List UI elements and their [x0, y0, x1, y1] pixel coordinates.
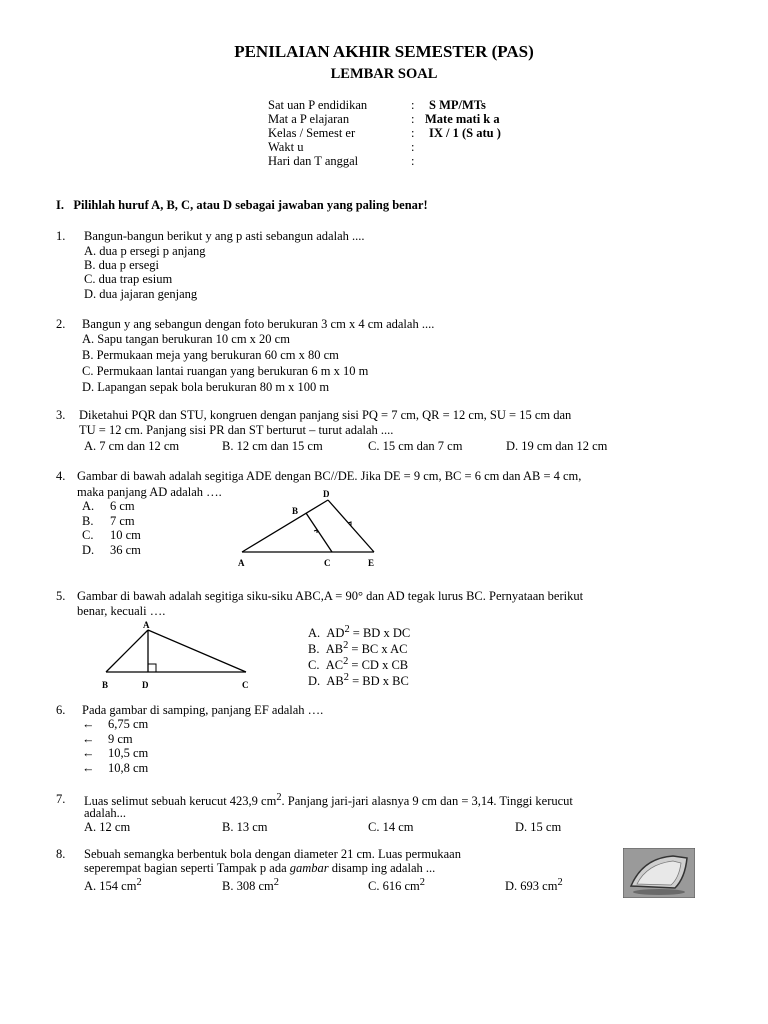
- option-letter: A.: [308, 626, 321, 641]
- option: [308, 656, 408, 673]
- option-rest: = CD x CB: [348, 658, 409, 673]
- option: C. Permukaan lantai ruangan yang berukuran 6 m x 10 m: [82, 364, 369, 378]
- option-text: B. 308 cm: [222, 879, 274, 894]
- option: B. 13 cm: [222, 820, 268, 834]
- option-rest: = BD x BC: [348, 674, 409, 689]
- option: 9 cm: [108, 732, 133, 746]
- triangle-ade-figure: [230, 486, 390, 570]
- parallel-arrow: [314, 530, 317, 533]
- slice-shadow: [633, 889, 685, 895]
- option-letter: C.: [82, 528, 94, 542]
- right-angle-mark: [148, 664, 156, 672]
- label-d: D: [142, 680, 149, 690]
- option: D. Lapangan sepak bola berukuran 80 m x 100 m: [82, 380, 330, 394]
- segment-ac: [148, 630, 246, 672]
- option: D. 15 cm: [515, 820, 562, 834]
- question-text: adalah...: [84, 806, 126, 820]
- option-term: AD: [326, 626, 345, 641]
- identity-label: Hari dan T anggal: [268, 154, 359, 168]
- option: [84, 877, 142, 894]
- identity-value: Mate mati k a: [425, 112, 500, 126]
- watermelon-slice-image: [623, 848, 695, 898]
- arrow-bullet-icon: ←: [82, 746, 95, 760]
- option: [308, 640, 407, 657]
- identity-sep: :: [411, 126, 415, 140]
- identity-label: Mat a P elajaran: [268, 112, 350, 126]
- option-text: A. 154 cm: [84, 879, 137, 894]
- question-number: 4.: [56, 469, 66, 483]
- option: B. Permukaan meja yang berukuran 60 cm x 80 cm: [82, 348, 339, 362]
- arrow-bullet-icon: ←: [82, 732, 95, 746]
- question-text: Diketahui PQR dan STU, kongruen dengan panjang sisi PQ = 7 cm, QR = 12 cm, SU = 15 cm dan: [79, 408, 572, 422]
- option-text: 7 cm: [110, 514, 135, 528]
- label-b: B: [292, 506, 299, 516]
- question-number: 8.: [56, 847, 66, 861]
- segment-ab: [106, 630, 148, 672]
- option-exponent: 2: [343, 672, 349, 683]
- unit-exponent: 2: [273, 877, 279, 888]
- option-letter: B.: [82, 514, 94, 528]
- option: A. 7 cm dan 12 cm: [84, 439, 180, 453]
- question-number: 3.: [56, 408, 66, 422]
- option: B. 12 cm dan 15 cm: [222, 439, 323, 453]
- option-letter: A.: [82, 499, 95, 513]
- option: [368, 877, 425, 894]
- question-text: [84, 792, 573, 809]
- option-text: 10 cm: [110, 528, 141, 542]
- question-number: 5.: [56, 589, 66, 603]
- unit-exponent: 2: [136, 877, 142, 888]
- right-triangle-abc-figure: [96, 618, 260, 692]
- section-instruction: I. Pilihlah huruf A, B, C, atau D sebagai jawaban yang paling benar!: [56, 198, 428, 212]
- option: [222, 877, 279, 894]
- option-text: D. 693 cm: [505, 879, 558, 894]
- question-text: maka panjang AD adalah ….: [77, 485, 222, 499]
- identity-sep: :: [411, 154, 415, 168]
- option: B. dua p ersegi: [84, 258, 159, 272]
- identity-label: Kelas / Semest er: [268, 126, 356, 140]
- identity-sep: :: [411, 140, 415, 154]
- option-text: 6 cm: [110, 499, 135, 513]
- arrow-bullet-icon: ←: [82, 761, 95, 775]
- identity-sep: :: [411, 98, 415, 112]
- question-text: Gambar di bawah adalah segitiga siku-siku ABC,A = 90° dan AD tegak lurus BC. Pernyataan berikut: [77, 589, 584, 603]
- option-exponent: 2: [343, 656, 349, 667]
- identity-value: S MP/MTs: [429, 98, 486, 112]
- question-number: 7.: [56, 792, 66, 806]
- question-text: Sebuah semangka berbentuk bola dengan diameter 21 cm. Luas permukaan: [84, 847, 461, 861]
- question-text-end: disamp ing adalah ...: [328, 861, 436, 875]
- unit-exponent: 2: [557, 877, 563, 888]
- question-text: Pada gambar di samping, panjang EF adalah ….: [82, 703, 324, 717]
- question-text-start: Luas selimut sebuah kerucut 423,9 cm: [84, 794, 277, 809]
- question-text-italic: gambar: [289, 861, 329, 875]
- option: C. 14 cm: [368, 820, 414, 834]
- label-a: A: [238, 558, 245, 568]
- option: 10,5 cm: [108, 746, 149, 760]
- option-letter: D.: [308, 674, 321, 689]
- unit-exponent: 2: [276, 792, 282, 803]
- option-term: AB: [325, 642, 344, 657]
- question-number: 2.: [56, 317, 66, 331]
- option: [308, 672, 409, 689]
- option-rest: = BC x AC: [348, 642, 408, 657]
- option: D. dua jajaran genjang: [84, 287, 198, 301]
- option: A. dua p ersegi p anjang: [84, 244, 206, 258]
- identity-value: IX / 1 (S atu ): [429, 126, 501, 140]
- question-text: [84, 861, 435, 876]
- option: 10,8 cm: [108, 761, 149, 775]
- option-text: C. 616 cm: [368, 879, 420, 894]
- option-term: AC: [325, 658, 344, 673]
- label-b: B: [102, 680, 109, 690]
- question-text: Bangun-bangun berikut y ang p asti sebangun adalah ....: [84, 229, 365, 243]
- option: C. 15 cm dan 7 cm: [368, 439, 463, 453]
- question-text: Gambar di bawah adalah segitiga ADE dengan BC//DE. Jika DE = 9 cm, BC = 6 cm dan AB = 4 cm,: [77, 469, 582, 483]
- option: [308, 624, 410, 641]
- option: A. 12 cm: [84, 820, 131, 834]
- option: 6,75 cm: [108, 717, 149, 731]
- option-letter: D.: [82, 543, 95, 557]
- arrow-bullet-icon: ←: [82, 717, 95, 731]
- unit-exponent: 2: [419, 877, 425, 888]
- label-c: C: [324, 558, 331, 568]
- option: C. dua trap esium: [84, 272, 173, 286]
- label-a: A: [143, 620, 150, 630]
- option: A. Sapu tangan berukuran 10 cm x 20 cm: [82, 332, 290, 346]
- option-exponent: 2: [344, 624, 350, 635]
- option-letter: C.: [308, 658, 320, 673]
- label-e: E: [368, 558, 375, 568]
- option-rest: = BD x DC: [349, 626, 411, 641]
- page-subtitle: LEMBAR SOAL: [330, 66, 438, 82]
- question-text: benar, kecuali ….: [77, 604, 166, 618]
- identity-sep: :: [411, 112, 415, 126]
- option-term: AB: [326, 674, 344, 689]
- identity-label: Sat uan P endidikan: [268, 98, 368, 112]
- page-title: PENILAIAN AKHIR SEMESTER (PAS): [234, 42, 534, 61]
- identity-label: Wakt u: [268, 140, 304, 154]
- option-exponent: 2: [343, 640, 349, 651]
- question-number: 1.: [56, 229, 66, 243]
- question-text: Bangun y ang sebangun dengan foto berukuran 3 cm x 4 cm adalah ....: [82, 317, 435, 331]
- option-text: 36 cm: [110, 543, 141, 557]
- label-c: C: [242, 680, 249, 690]
- option: [505, 877, 563, 894]
- question-text: TU = 12 cm. Panjang sisi PR dan ST berturut – turut adalah ....: [79, 423, 394, 437]
- segment-bc: [306, 513, 332, 552]
- option: D. 19 cm dan 12 cm: [506, 439, 608, 453]
- question-text-end: . Panjang jari-jari alasnya 9 cm dan = 3,14. Tinggi kerucut: [281, 794, 573, 809]
- option-letter: B.: [308, 642, 320, 657]
- question-number: 6.: [56, 703, 66, 717]
- label-d: D: [323, 489, 330, 499]
- question-text-start: seperempat bagian seperti Tampak p ada: [84, 861, 290, 875]
